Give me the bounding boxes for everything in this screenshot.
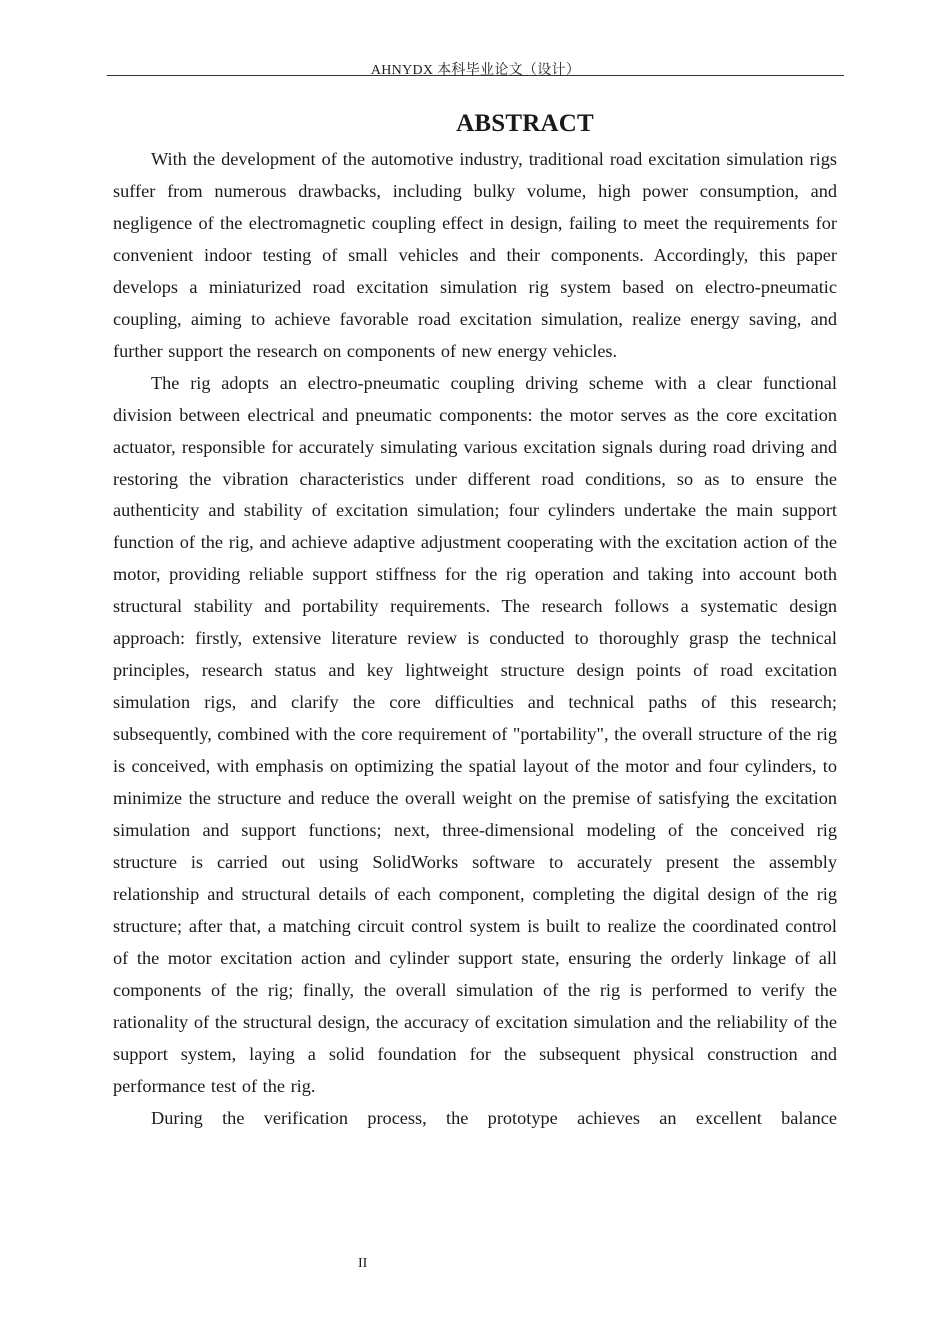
page-title: ABSTRACT <box>456 110 594 137</box>
abstract-body <box>113 144 837 1135</box>
paragraph-1: With the development of the automotive industry, traditional road excitation simulation rigs suffer from numerous drawbacks, including bulky volume, high power consumption, and negligence of the electromagnetic coupling effect in design, failing to meet the requirements for convenient indoor testing of small vehicles and their components. Accordingly, this paper develops a miniaturized road excitation simulation rig system based on electro-pneumatic coupling, aiming to achieve favorable road excitation simulation, realize energy saving, and further support the research on components of new energy vehicles. <box>113 149 837 361</box>
page-number: II <box>358 1256 368 1271</box>
header-rule <box>107 75 844 76</box>
running-header: AHNYDX 本科毕业论文（设计） <box>370 63 581 78</box>
paragraph-2: The rig adopts an electro-pneumatic coupling driving scheme with a clear functional division between electrical and pneumatic components: the motor serves as the core excitation actuator, responsible for accurately simulating various excitation signals during road driving and restoring the vibration characteristics under different road conditions, so as to ensure the authenticity and stability of excitation simulation; four cylinders undertake the main support function of the rig, and achieve adaptive adjustment cooperating with the excitation action of the motor, providing reliable support stiffness for the rig operation and taking into account both structural stability and portability requirements. The research follows a systematic design approach: firstly, extensive literature review is conducted to thoroughly grasp the technical principles, research status and key lightweight structure design points of road excitation simulation rigs, and clarify the core difficulties and technical paths of this research; subsequently, combined with the core requirement of "portability", the overall structure of the rig is conceived, with emphasis on optimizing the spatial layout of the motor and four cylinders, to minimize the structure and reduce the overall weight on the premise of satisfying the excitation simulation and support functions; next, three-dimensional modeling of the conceived rig structure is carried out using SolidWorks software to accurately present the assembly relationship and structural details of each component, completing the digital design of the rig structure; after that, a matching circuit control system is built to realize the coordinated control of the motor excitation action and cylinder support state, ensuring the orderly linkage of all components of the rig; finally, the overall simulation of the rig is performed to verify the rationality of the structural design, the accuracy of excitation simulation and the reliability of the support system, laying a solid foundation for the subsequent physical construction and performance test of the rig. <box>113 372 837 1096</box>
paragraph-3: During the verification process, the prototype achieves an excellent balance <box>151 1107 837 1128</box>
